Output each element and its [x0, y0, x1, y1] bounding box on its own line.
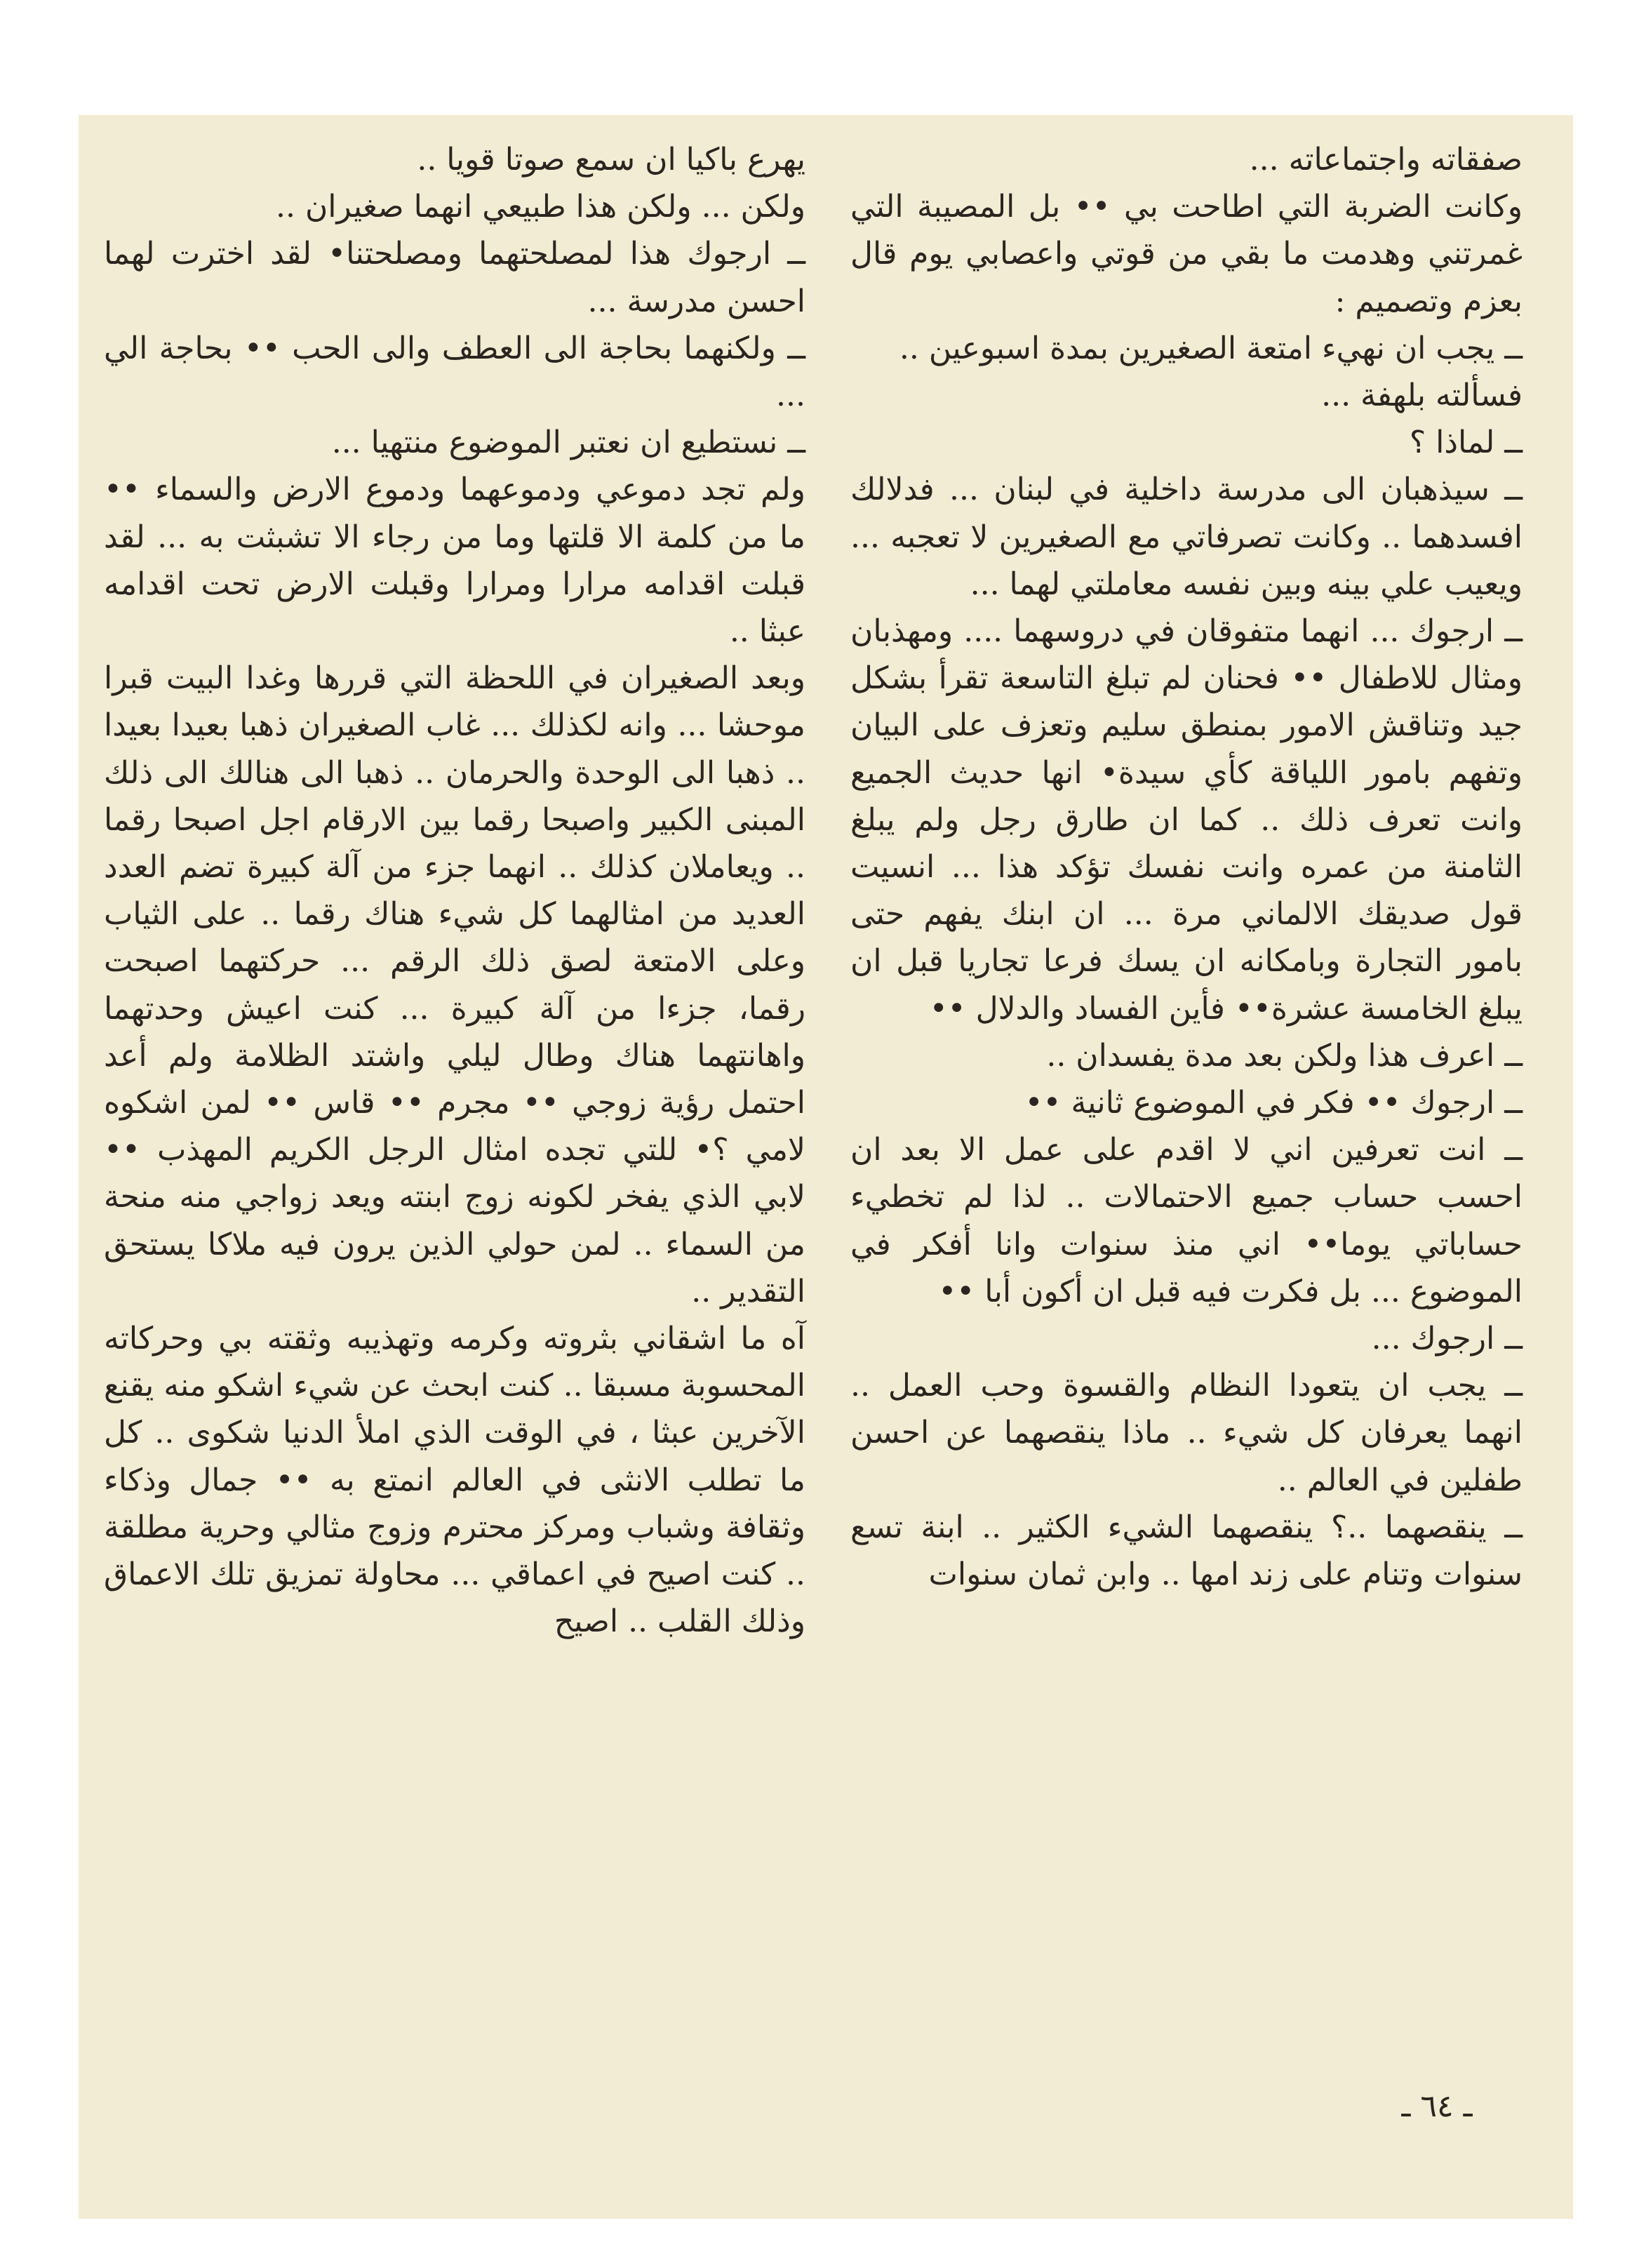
paragraph: وكانت الضربة التي اطاحت بي •• بل المصيبة التي غمرتني وهدمت ما بقي من قوتي واعصابي يوم قال بعزم وتصميم :: [850, 189, 1523, 319]
paragraph: ــ انت تعرفين اني لا اقدم على عمل الا بعد ان احسب حساب جميع الاحتمالات .. لذا لم تخطيء حساباتي يوما•• اني منذ سنوات وانا أفكر في الموضوع ... بل فكرت فيه قبل ان أكون أبا ••: [850, 1132, 1523, 1309]
paragraph: ــ ولكنهما بحاجة الى العطف والى الحب •• بحاجة الي ...: [104, 330, 805, 414]
paragraph: فسألته بلهفة ...: [1321, 378, 1523, 414]
paragraph: ولكن ... ولكن هذا طبيعي انهما صغيران ..: [275, 189, 805, 225]
paragraph: ــ ارجوك هذا لمصلحتهما ومصلحتنا• لقد اخترت لهما احسن مدرسة ...: [104, 236, 805, 319]
paragraph: ــ لماذا ؟: [1409, 425, 1523, 461]
paragraph: ــ ارجوك •• فكر في الموضوع ثانية ••: [1024, 1085, 1523, 1121]
paragraph: صفقاته واجتماعاته ...: [1249, 142, 1523, 178]
paragraph: آه ما اشقاني بثروته وكرمه وتهذيبه وثقته بي وحركاته المحسوبة مسبقا .. كنت ابحث عن شيء اشكو منه يقنع الآخرين عبثا ، في الوقت الذي املأ الدنيا شكوى .. كل ما تطلب الانثى في العالم انمتع به •• جمال وذكاء وثقافة وشباب ومركز محترم وزوج مثالي وحرية مطلقة .. كنت اصيح في اعماقي ... محاولة تمزيق تلك الاعماق وذلك القلب .. اصيح: [104, 1321, 805, 1640]
paragraph: ــ يجب ان يتعودا النظام والقسوة وحب العمل .. انهما يعرفان كل شيء .. ماذا ينقصهما عن احسن طفلين في العالم ..: [850, 1368, 1523, 1498]
paragraph: ــ ينقصهما ..؟ ينقصهما الشيء الكثير .. ابنة تسع سنوات وتنام على زند امها .. وابن ثمان سنوات: [850, 1509, 1523, 1593]
paragraph: يهرع باكيا ان سمع صوتا قويا ..: [417, 142, 805, 178]
right-text-column: [850, 136, 1523, 1598]
paragraph: ــ اعرف هذا ولكن بعد مدة يفسدان ..: [1046, 1037, 1523, 1074]
paragraph: ولم تجد دموعي ودموعهما ودموع الارض والسماء •• ما من كلمة الا قلتها وما من رجاء الا تشبثت به ... لقد قبلت اقدامه مرارا ومرارا وقبلت الارض تحت اقدامه عبثا ..: [104, 472, 805, 650]
book-page: [79, 115, 1573, 2219]
paragraph: ــ يجب ان نهيء امتعة الصغيرين بمدة اسبوعين ..: [899, 330, 1523, 366]
paragraph: وبعد الصغيران في اللحظة التي قررها وغدا البيت قبرا موحشا ... وانه لكذلك ... غاب الصغيران ذهبا بعيدا بعيدا .. ذهبا الى الوحدة والحرمان .. ذهبا الى هنالك الى ذلك المبنى الكبير واصبحا رقما بين الارقام اجل اصبحا رقما .. ويعاملان كذلك .. انهما جزء من آلة كبيرة تضم العدد العديد من امثالهما كل شيء هناك رقما .. على الثياب وعلى الامتعة لصق ذلك الرقم ... حركتهما اصبحت رقما، جزءا من آلة كبيرة ... كنت اعيش وحدتهما واهانتهما هناك وطال ليلي واشتد الظلامة ولم أعد احتمل رؤية زوجي •• مجرم •• قاس •• لمن اشكوه لامي ؟• للتي تجده امثال الرجل الكريم المهذب •• لابي الذي يفخر لكونه زوج ابنته ويعد زواجي منه منحة من السماء .. لمن حولي الذين يرون فيه ملاكا يستحق التقدير ..: [104, 660, 806, 1309]
left-text-column: [104, 136, 805, 1646]
paragraph: ــ ارجوك ... انهما متفوقان في دروسهما .... ومهذبان ومثال للاطفال •• فحنان لم تبلغ التاسعة تقرأ بشكل جيد وتناقش الامور بمنطق سليم وتعزف على البيان وتفهم بامور اللياقة كأي سيدة• انها حديث الجميع وانت تعرف ذلك .. كما ان طارق رجل ولم يبلغ الثامنة من عمره وانت نفسك تؤكد هذا ... انسيت قول صديقك الالماني مرة ... ان ابنك يفهم حتى بامور التجارة وبامكانه ان يسك فرعا تجاريا قبل ان يبلغ الخامسة عشرة•• فأين الفساد والدلال ••: [850, 613, 1523, 1027]
paragraph: ــ نستطيع ان نعتبر الموضوع منتهيا ...: [331, 425, 805, 461]
page-number: ـ ٦٤ ـ: [1401, 2088, 1473, 2124]
paragraph: ــ ارجوك ...: [1371, 1321, 1523, 1357]
paragraph: ــ سيذهبان الى مدرسة داخلية في لبنان ... فدلالك افسدهما .. وكانت تصرفاتي مع الصغيرين لا تعجبه ... ويعيب علي بينه وبين نفسه معاملتي لهما ...: [850, 472, 1523, 602]
